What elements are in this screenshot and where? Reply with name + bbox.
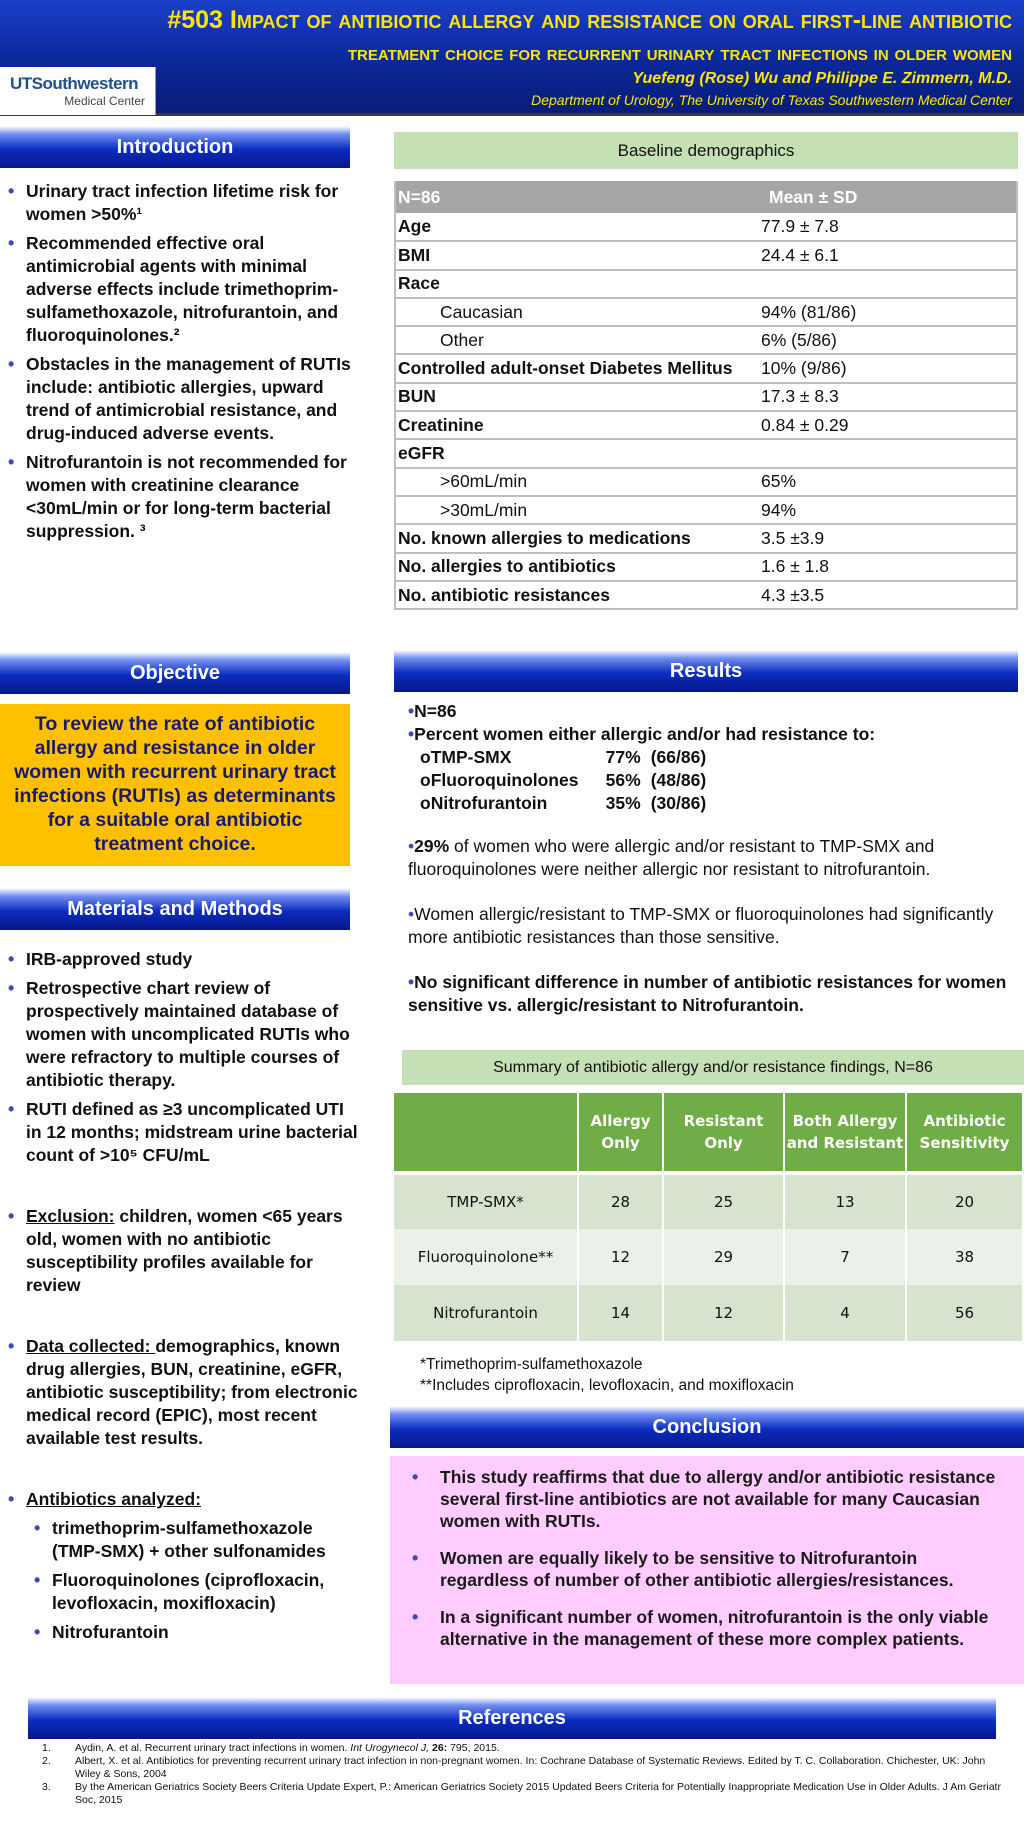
table-row bbox=[395, 496, 1017, 524]
row-value bbox=[759, 270, 1017, 298]
table-row bbox=[395, 383, 1017, 411]
reference-number: 3. bbox=[42, 1781, 51, 1793]
reference-volume: 26: bbox=[429, 1742, 448, 1754]
summary-cell: 12 bbox=[663, 1285, 784, 1341]
table-row bbox=[395, 241, 1017, 269]
row-label: Age bbox=[395, 213, 759, 241]
results-item-name: TMP-SMX bbox=[430, 747, 512, 767]
summary-header-cell: Resistant Only bbox=[663, 1093, 784, 1173]
row-label: BUN bbox=[395, 383, 759, 411]
intro-bullet: • Urinary tract infection lifetime risk for women >50%¹ bbox=[0, 180, 360, 226]
row-value bbox=[759, 439, 1017, 467]
utsw-logo bbox=[0, 67, 156, 115]
summary-table bbox=[394, 1093, 1024, 1341]
methods-bullet: • RUTI defined as ≥3 uncomplicated UTI in 12 months; midstream urine bacterial count of >10⁵ CFU/mL bbox=[0, 1098, 360, 1167]
table-row bbox=[395, 326, 1017, 354]
bullet-icon: • bbox=[408, 701, 415, 721]
references-list bbox=[40, 1742, 1010, 1807]
results-item bbox=[408, 792, 1020, 815]
reference-item bbox=[40, 1781, 1010, 1807]
summary-cell: 20 bbox=[906, 1173, 1023, 1229]
reference-text: Albert, X. et al. Antibiotics for preventing recurrent urinary tract infection in non-pregnant women. In: Cochrane Database of Systematic Reviews. Edited by T. C. Collaboration. Chichester, UK: John Wiley & Sons, 2004 bbox=[75, 1755, 986, 1780]
table-row bbox=[394, 1229, 1023, 1285]
results-banner: Results bbox=[394, 650, 1018, 692]
results-percent-heading bbox=[408, 723, 1020, 746]
summary-cell: 25 bbox=[663, 1173, 784, 1229]
results-n bbox=[408, 700, 1020, 723]
summary-title: Summary of antibiotic allergy and/or resistance findings, N=86 bbox=[402, 1050, 1024, 1085]
conclusion-list bbox=[400, 1466, 1010, 1650]
row-value: 1.6 ± 1.8 bbox=[759, 553, 1017, 581]
row-value: 4.3 ±3.5 bbox=[759, 581, 1017, 609]
row-label: >60mL/min bbox=[395, 468, 759, 496]
results-paragraph-2 bbox=[408, 903, 1020, 949]
reference-pages: 795, 2015. bbox=[447, 1742, 500, 1754]
authors: Yuefeng (Rose) Wu and Philippe E. Zimmern, M.D. bbox=[632, 70, 1012, 87]
antibiotic-item: • trimethoprim-sulfamethoxazole (TMP-SMX) + other sulfonamides bbox=[0, 1517, 360, 1563]
bullet-icon: • bbox=[408, 972, 415, 992]
row-value: 3.5 ±3.9 bbox=[759, 524, 1017, 552]
reference-number: 2. bbox=[42, 1755, 51, 1767]
conclusion-bullet: • This study reaffirms that due to allergy and/or antibiotic resistance several first-line antibiotics are not available for many Caucasian women with RUTIs. bbox=[400, 1466, 1010, 1532]
table-row bbox=[395, 581, 1017, 609]
results-body bbox=[408, 700, 1020, 1017]
conclusion-bullet: • Women are equally likely to be sensitive to Nitrofurantoin regardless of number of other antibiotic allergies/resistances. bbox=[400, 1547, 1010, 1591]
summary-cell: 7 bbox=[784, 1229, 906, 1285]
footnote-2: **Includes ciprofloxacin, levofloxacin, and moxifloxacin bbox=[420, 1377, 794, 1394]
results-item-name: Fluoroquinolones bbox=[430, 770, 579, 790]
row-label: No. antibiotic resistances bbox=[395, 581, 759, 609]
summary-header-cell bbox=[394, 1093, 578, 1173]
methods-bullet: • Retrospective chart review of prospectively maintained database of women with uncomplicated RUTIs who were refractory to multiple courses of antibiotic therapy. bbox=[0, 977, 360, 1092]
results-item-frac: (48/86) bbox=[650, 770, 707, 790]
logo-subtitle: Medical Center bbox=[64, 94, 145, 108]
reference-item bbox=[40, 1742, 1010, 1755]
poster-header bbox=[0, 0, 1024, 116]
objective-text: To review the rate of antibiotic allergy and resistance in older women with recurrent urinary tract infections (RUTIs) as determinants for a suitable oral antibiotic treatment choice. bbox=[0, 704, 350, 866]
circle-bullet-icon: o bbox=[420, 770, 431, 790]
results-p1-bold: 29% bbox=[414, 836, 450, 856]
summary-cell: 12 bbox=[578, 1229, 663, 1285]
row-value: 94% (81/86) bbox=[759, 298, 1017, 326]
row-label: Other bbox=[395, 326, 759, 354]
summary-cell: 14 bbox=[578, 1285, 663, 1341]
methods-bullet-antibiotics bbox=[0, 1488, 360, 1511]
table-row bbox=[395, 411, 1017, 439]
data-collected-text: demographics, known drug allergies, BUN, creatinine, eGFR, antibiotic susceptibility; from electronic medical record (EPIC), most recent available test results. bbox=[26, 1336, 358, 1448]
intro-bullet: • Nitrofurantoin is not recommended for women with creatinine clearance <30mL/min or for long-term bacterial suppression. ³ bbox=[0, 451, 360, 543]
bullet-icon: • bbox=[408, 904, 415, 924]
department: Department of Urology, The University of Texas Southwestern Medical Center bbox=[531, 92, 1012, 108]
summary-cell: 13 bbox=[784, 1173, 906, 1229]
objective-banner: Objective bbox=[0, 652, 350, 694]
summary-cell: 38 bbox=[906, 1229, 1023, 1285]
table-row bbox=[395, 553, 1017, 581]
summary-header-cell: Antibiotic Sensitivity bbox=[906, 1093, 1023, 1173]
demographics-title: Baseline demographics bbox=[394, 132, 1018, 169]
introduction-banner: Introduction bbox=[0, 126, 350, 168]
methods-banner: Materials and Methods bbox=[0, 888, 350, 930]
row-label: Caucasian bbox=[395, 298, 759, 326]
table-row bbox=[395, 439, 1017, 467]
conclusion-box bbox=[390, 1456, 1024, 1684]
summary-cell: 28 bbox=[578, 1173, 663, 1229]
logo-name: UTSouthwestern bbox=[10, 74, 139, 93]
summary-cell: 56 bbox=[906, 1285, 1023, 1341]
row-label: No. allergies to antibiotics bbox=[395, 553, 759, 581]
summary-footnotes bbox=[420, 1354, 794, 1396]
table-row bbox=[395, 524, 1017, 552]
results-item-frac: (66/86) bbox=[650, 747, 707, 767]
row-value: 0.84 ± 0.29 bbox=[759, 411, 1017, 439]
reference-text: By the American Geriatrics Society Beers Criteria Update Expert, P.: American Geriatrics Society 2015 Updated Beers Criteria for Potentially Inappropriate Medication Use in Older Adults. J Am Geriatr Soc, 2015 bbox=[75, 1781, 1001, 1806]
results-item bbox=[408, 769, 1020, 792]
table-row bbox=[395, 468, 1017, 496]
circle-bullet-icon: o bbox=[420, 747, 431, 767]
row-label: BMI bbox=[395, 241, 759, 269]
row-label: No. known allergies to medications bbox=[395, 524, 759, 552]
results-item-name: Nitrofurantoin bbox=[430, 793, 548, 813]
poster-title-line2: treatment choice for recurrent urinary tract infections in older women bbox=[347, 42, 1012, 65]
row-label: eGFR bbox=[395, 439, 759, 467]
methods-bullet-exclusion bbox=[0, 1205, 360, 1297]
reference-number: 1. bbox=[42, 1742, 51, 1754]
intro-bullet: • Obstacles in the management of RUTIs include: antibiotic allergies, upward trend of antimicrobial resistance, and drug-induced adverse events. bbox=[0, 353, 360, 445]
results-percent-heading-text: Percent women either allergic and/or had resistance to: bbox=[414, 724, 876, 744]
results-p1-text: of women who were allergic and/or resistant to TMP-SMX and fluoroquinolones were neither allergic nor resistant to nitrofurantoin. bbox=[408, 836, 935, 879]
summary-header-row bbox=[394, 1093, 1023, 1173]
summary-cell: Fluoroquinolone** bbox=[394, 1229, 578, 1285]
table-row bbox=[395, 354, 1017, 382]
exclusion-text: children, women <65 years old, women with no antibiotic susceptibility profiles available for review bbox=[26, 1206, 343, 1295]
methods-bullet: • IRB-approved study bbox=[0, 948, 360, 971]
table-row bbox=[395, 298, 1017, 326]
summary-cell: 29 bbox=[663, 1229, 784, 1285]
row-value: 94% bbox=[759, 496, 1017, 524]
row-label: >30mL/min bbox=[395, 496, 759, 524]
bullet-icon: • bbox=[408, 836, 415, 856]
summary-cell: TMP-SMX* bbox=[394, 1173, 578, 1229]
results-item-pct: 35% bbox=[605, 793, 641, 813]
results-item-pct: 56% bbox=[605, 770, 641, 790]
row-label: Controlled adult-onset Diabetes Mellitus bbox=[395, 354, 759, 382]
exclusion-label: Exclusion: bbox=[26, 1206, 115, 1226]
demographics-table bbox=[394, 181, 1018, 610]
reference-item bbox=[40, 1755, 1010, 1781]
row-value: 24.4 ± 6.1 bbox=[759, 241, 1017, 269]
results-p2-text: Women allergic/resistant to TMP-SMX or fluoroquinolones had significantly more antibiotic resistances than those sensitive. bbox=[408, 904, 994, 947]
row-value: 77.9 ± 7.8 bbox=[759, 213, 1017, 241]
row-label: Creatinine bbox=[395, 411, 759, 439]
table-row bbox=[395, 213, 1017, 241]
table-row bbox=[394, 1285, 1023, 1341]
methods-list bbox=[0, 948, 360, 1650]
conclusion-banner: Conclusion bbox=[390, 1406, 1024, 1448]
row-value: 6% (5/86) bbox=[759, 326, 1017, 354]
results-item bbox=[408, 746, 1020, 769]
results-item-frac: (30/86) bbox=[650, 793, 707, 813]
reference-text: Aydin, A. et al. Recurrent urinary tract infections in women. bbox=[75, 1742, 351, 1754]
results-paragraph-1 bbox=[408, 835, 1020, 881]
table-row bbox=[395, 270, 1017, 298]
methods-bullet-data bbox=[0, 1335, 360, 1450]
summary-cell: 4 bbox=[784, 1285, 906, 1341]
antibiotics-label: Antibiotics analyzed: bbox=[26, 1489, 202, 1509]
antibiotic-item: • Fluoroquinolones (ciprofloxacin, levofloxacin, moxifloxacin) bbox=[0, 1569, 360, 1615]
demographics-col-n: N=86 bbox=[395, 181, 759, 213]
conclusion-bullet: • In a significant number of women, nitrofurantoin is the only viable alternative in the management of these more complex patients. bbox=[400, 1606, 1010, 1650]
references-banner: References bbox=[28, 1697, 996, 1739]
results-n-text: N=86 bbox=[414, 701, 457, 721]
row-label: Race bbox=[395, 270, 759, 298]
circle-bullet-icon: o bbox=[420, 793, 431, 813]
footnote-1: *Trimethoprim-sulfamethoxazole bbox=[420, 1356, 643, 1373]
summary-cell: Nitrofurantoin bbox=[394, 1285, 578, 1341]
row-value: 17.3 ± 8.3 bbox=[759, 383, 1017, 411]
row-value: 10% (9/86) bbox=[759, 354, 1017, 382]
intro-bullet: • Recommended effective oral antimicrobial agents with minimal adverse effects include trimethoprim-sulfamethoxazole, nitrofurantoin, and fluoroquinolones.² bbox=[0, 232, 360, 347]
bullet-icon: • bbox=[408, 724, 415, 744]
results-paragraph-3 bbox=[408, 971, 1020, 1017]
table-row bbox=[394, 1173, 1023, 1229]
introduction-list bbox=[0, 180, 360, 549]
results-p3-text: No significant difference in number of antibiotic resistances for women sensitive vs. allergic/resistant to Nitrofurantoin. bbox=[408, 972, 1007, 1015]
poster-title-line1: #503 Impact of antibiotic allergy and resistance on oral first-line antibiotic bbox=[167, 6, 1012, 34]
antibiotic-item: • Nitrofurantoin bbox=[0, 1621, 360, 1644]
row-value: 65% bbox=[759, 468, 1017, 496]
summary-header-cell: Allergy Only bbox=[578, 1093, 663, 1173]
summary-header-cell: Both Allergy and Resistant bbox=[784, 1093, 906, 1173]
results-item-pct: 77% bbox=[605, 747, 641, 767]
reference-journal: Int Urogynecol J, bbox=[350, 1742, 430, 1754]
demographics-col-mean: Mean ± SD bbox=[759, 181, 1017, 213]
demographics-header-row bbox=[395, 181, 1017, 213]
data-collected-label: Data collected: bbox=[26, 1336, 156, 1356]
